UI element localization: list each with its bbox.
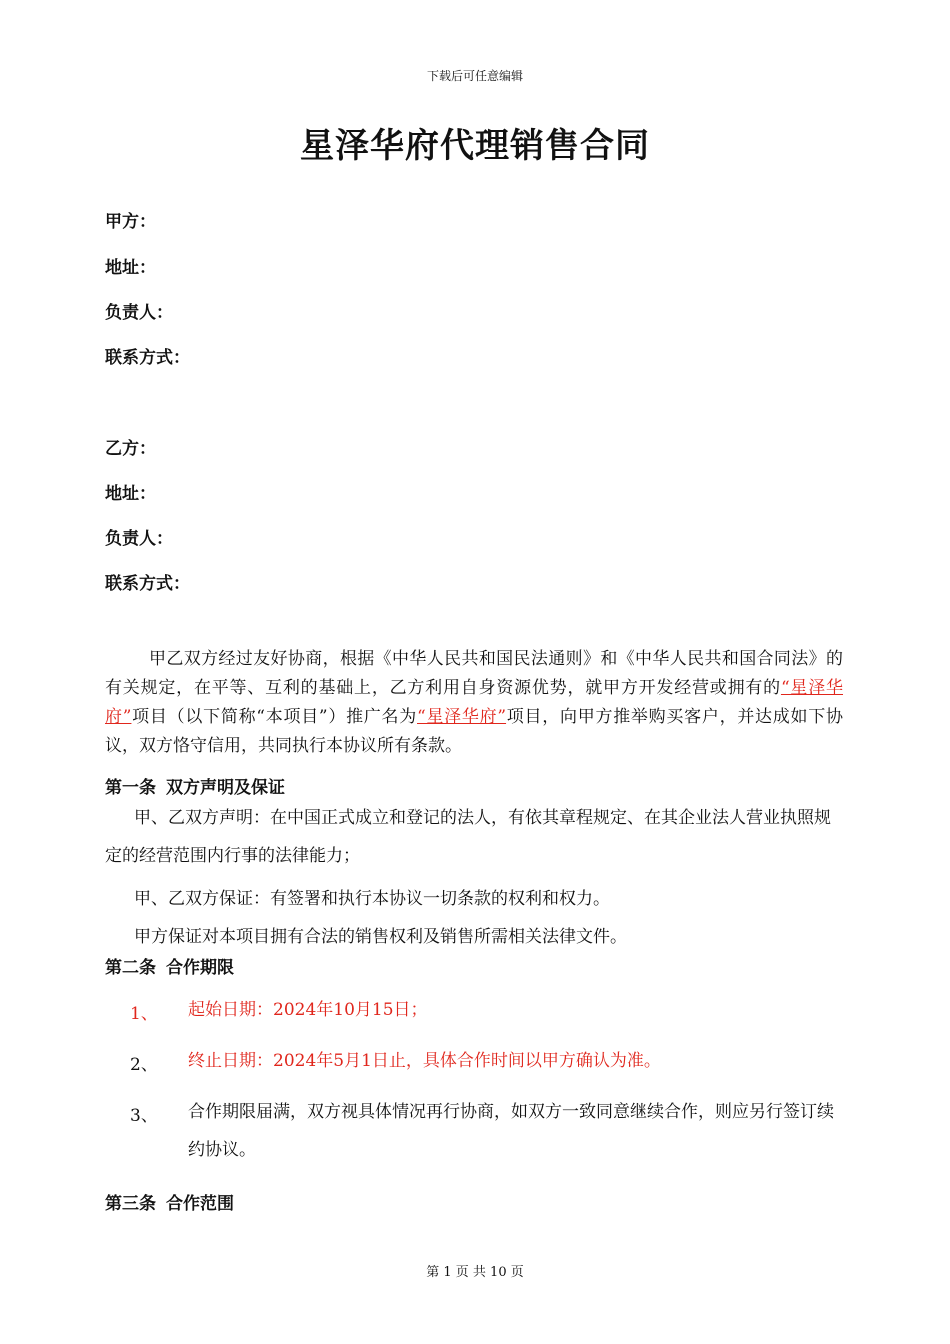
article-3-title: 合作范围 — [166, 1194, 234, 1214]
party-a-manager-label: 负责人： — [105, 303, 173, 323]
page-footer: 第 1 页 共 10 页 — [426, 1265, 524, 1280]
article-1-title: 双方声明及保证 — [166, 778, 285, 798]
article-1-paragraph: 甲、乙双方保证：有签署和执行本协议一切条款的权利和权力。 — [134, 889, 610, 909]
project-name-highlight: “星泽华府” — [105, 678, 843, 727]
party-b-address-label: 地址： — [105, 484, 156, 504]
party-b-label: 乙方： — [105, 439, 156, 459]
term-item-text: 合作期限届满，双方视具体情况再行协商，如双方一致同意继续合作，则应另行签订续约协议。 — [188, 1102, 834, 1160]
article-3-heading — [105, 1189, 234, 1214]
term-item-text: 终止日期：2024年5月1日止，具体合作时间以甲方确认为准。 — [188, 1051, 661, 1071]
article-1-heading — [105, 773, 285, 798]
party-b-manager-label: 负责人： — [105, 529, 173, 549]
intro-text-1: 甲乙双方经过友好协商，根据《中华人民共和国民法通则》和《中华人民共和国合同法》的有关规定，在平等、互利的基础上，乙方利用自身资源优势，就甲方开发经营或拥有的 — [105, 649, 843, 698]
party-a-address-label: 地址： — [105, 258, 156, 278]
intro-text-3: 项目，向甲方推举购买客户，并达成如下协议，双方恪守信用，共同执行本协议所有条款。 — [105, 707, 843, 756]
term-item-text: 起始日期：2024年10月15日； — [188, 1000, 428, 1020]
article-1-paragraph: 甲、乙双方声明：在中国正式成立和登记的法人，有依其章程规定、在其企业法人营业执照规定的经营范围内行事的法律能力； — [105, 808, 831, 866]
project-name-highlight: “星泽华府” — [417, 707, 507, 727]
intro-paragraph — [105, 645, 843, 761]
term-item-number: 3、 — [130, 1106, 158, 1126]
contract-title: 星泽华府代理销售合同 — [300, 126, 650, 166]
header-note: 下载后可任意编辑 — [426, 69, 523, 83]
article-2-heading — [105, 953, 234, 978]
article-2-number: 第二条 — [105, 958, 156, 978]
article-2-title: 合作期限 — [166, 958, 234, 978]
party-b-contact-label: 联系方式： — [105, 574, 190, 594]
term-item-number: 1、 — [130, 1004, 158, 1024]
party-a-label: 甲方： — [105, 212, 156, 232]
article-3-number: 第三条 — [105, 1194, 156, 1214]
party-a-contact-label: 联系方式： — [105, 348, 190, 368]
term-item-number: 2、 — [130, 1055, 158, 1075]
article-1-number: 第一条 — [105, 778, 156, 798]
article-1-paragraph: 甲方保证对本项目拥有合法的销售权利及销售所需相关法律文件。 — [134, 927, 627, 947]
intro-text-2: 项目（以下简称“本项目”）推广名为 — [131, 707, 418, 727]
